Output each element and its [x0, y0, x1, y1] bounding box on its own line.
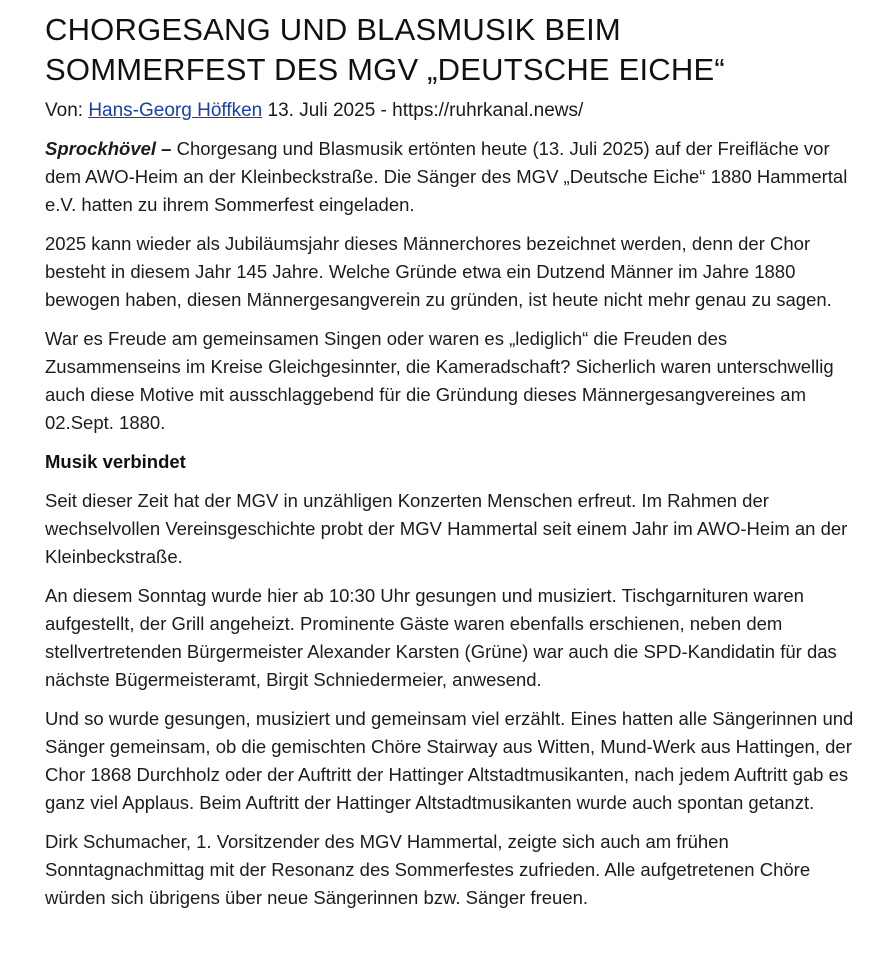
title-line-1: CHORGESANG UND BLASMUSIK BEIM [45, 12, 621, 47]
author-link[interactable]: Hans-Georg Höffken [88, 100, 263, 121]
byline-separator: - [380, 100, 387, 121]
paragraph: Und so wurde gesungen, musiziert und gemeinsam viel erzählt. Eines hatten alle Sängerinnen und Sänger gemeinsam, ob die gemischten Chöre Stairway aus Witten, Mund-Werk aus Hattingen, der Chor 1868 Durchholz oder der Auftritt der Hattinger Altstadtmusikanten, nach jedem Auftritt gab es ganz viel Applaus. Beim Auftritt der Hattinger Altstadtmusikanten wurde auch spontan getanzt. [45, 708, 854, 813]
lead-text: Chorgesang und Blasmusik ertönten heute (13. Juli 2025) auf der Freifläche vor dem AWO-Heim an der Kleinbeckstraße. Die Sänger des MGV „Deutsche Eiche“ 1880 Hammertal e.V. hatten zu ihrem Sommerfest eingeladen. [45, 138, 848, 215]
article-title [45, 10, 856, 90]
lead-paragraph [45, 135, 856, 219]
paragraph: An diesem Sonntag wurde hier ab 10:30 Uhr gesungen und musiziert. Tischgarnituren waren aufgestellt, der Grill angeheizt. Prominente Gäste waren ebenfalls erschienen, neben dem stellvertretenden Bürgermeister Alexander Karsten (Grüne) war auch die SPD-Kandidatin für das nächste Bügermeisteramt, Birgit Schniedermeier, anwesend. [45, 585, 837, 690]
paragraph: 2025 kann wieder als Jubiläumsjahr dieses Männerchores bezeichnet werden, denn der Chor besteht in diesem Jahr 145 Jahre. Welche Gründe etwa ein Dutzend Männer im Jahre 1880 bewogen haben, diesen Männergesangverein zu gründen, ist heute nicht mehr genau zu sagen. [45, 233, 832, 310]
lead-place: Sprockhövel – [45, 138, 172, 159]
byline [45, 99, 856, 123]
byline-prefix: Von: [45, 100, 84, 121]
article-body [45, 135, 856, 912]
paragraph: War es Freude am gemeinsamen Singen oder waren es „lediglich“ die Freuden des Zusammenseins im Kreise Gleichgesinnter, die Kameradschaft? Sicherlich waren unterschwellig auch diese Motive mit ausschlaggebend für die Gründung dieses Männergesangvereines am 02.Sept. 1880. [45, 328, 834, 433]
paragraph: Seit dieser Zeit hat der MGV in unzähligen Konzerten Menschen erfreut. Im Rahmen der wechselvollen Vereinsgeschichte probt der MGV Hammertal seit einem Jahr im AWO-Heim an der Kleinbeckstraße. [45, 490, 848, 567]
byline-source: https://ruhrkanal.news/ [392, 100, 584, 121]
byline-date: 13. Juli 2025 [267, 100, 376, 121]
paragraph: Dirk Schumacher, 1. Vorsitzender des MGV Hammertal, zeigte sich auch am frühen Sonntagnachmittag mit der Resonanz des Sommerfestes zufrieden. Alle aufgetretenen Chöre würden sich übrigens über neue Sängerinnen bzw. Sänger freuen. [45, 831, 811, 908]
title-line-2: SOMMERFEST DES MGV „DEUTSCHE EICHE“ [45, 52, 725, 87]
section-heading: Musik verbindet [45, 451, 186, 472]
